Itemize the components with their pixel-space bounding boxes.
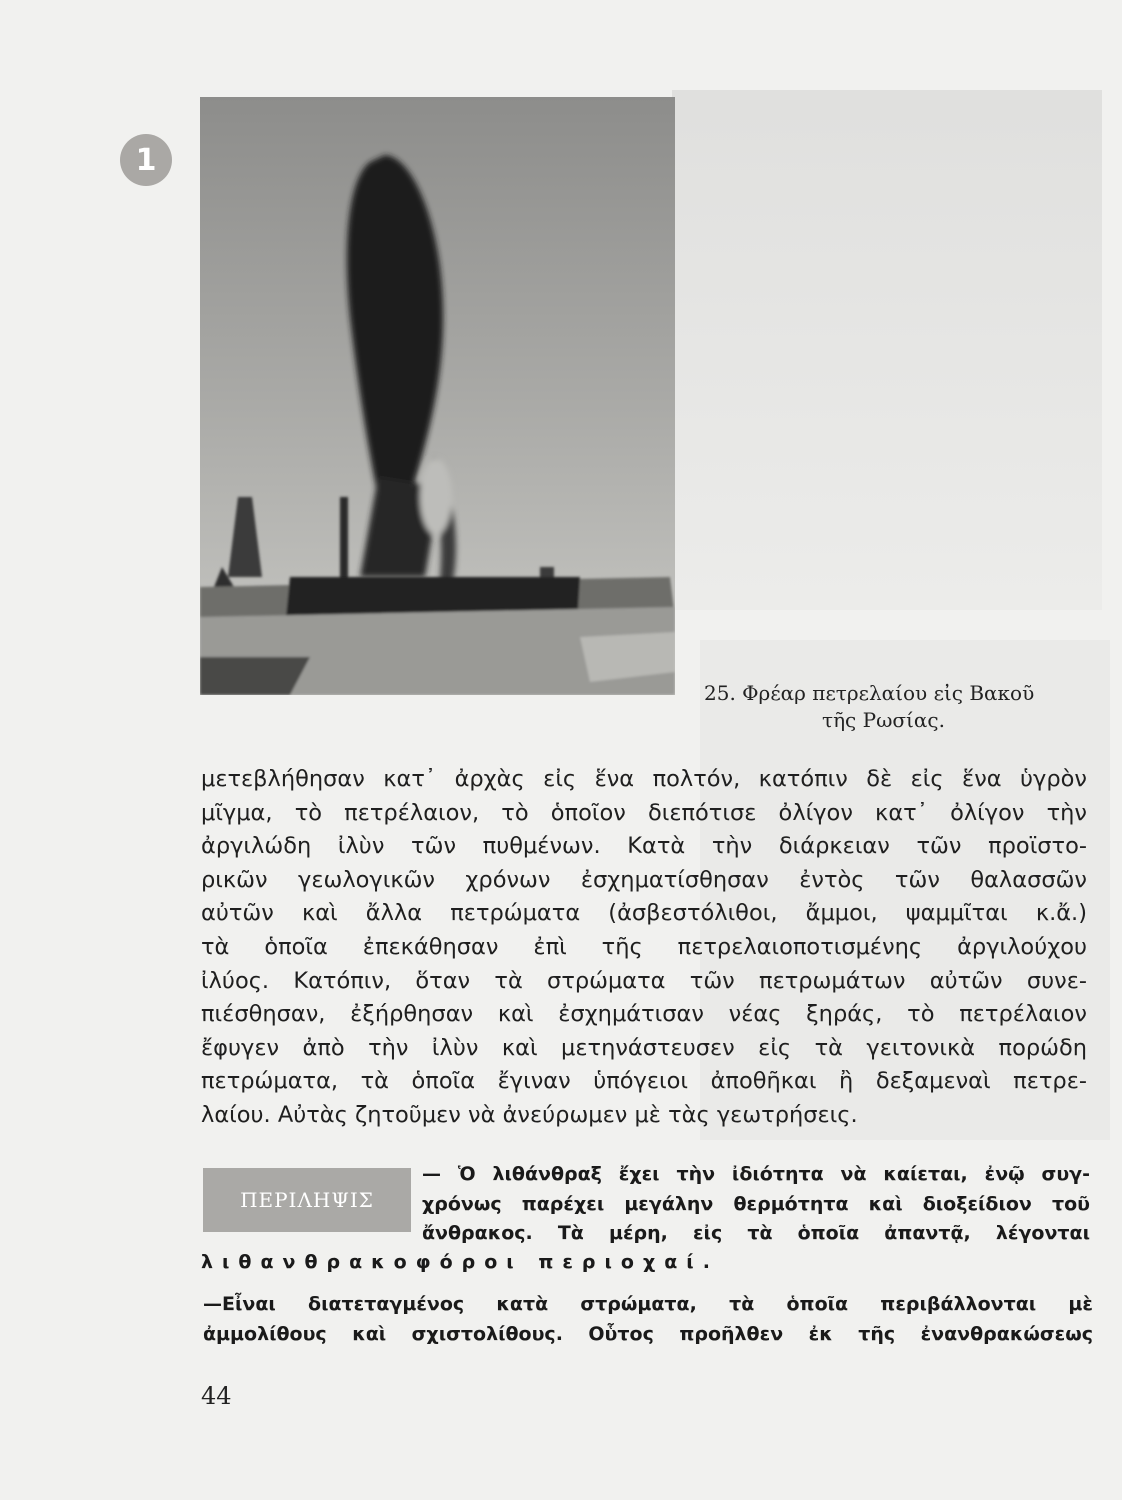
caption-line-1: 25. Φρέαρ πετρελαίου εἰς Βακοῦ [704, 681, 1035, 705]
summary-line: ἀμμολίθους καὶ σχιστολίθους. Οὗτος προῆλθεν ἐκ τῆς ἐνανθρακώσεως [203, 1322, 1093, 1345]
figure-number-badge: 1 [120, 134, 172, 186]
summary-spaced-term [201, 1248, 881, 1277]
caption-line-2: τῆς Ρωσίας. [822, 708, 945, 732]
body-line: μῖγμα, τὸ πετρέλαιον, τὸ ὁποῖον διεπότισε ὀλίγον κατ᾽ ὀλίγον τὴν [201, 799, 1087, 826]
summary-line: λιθανθρακοφόροι περιοχαί. [201, 1251, 719, 1273]
body-line: πετρώματα, τὰ ὁποῖα ἔγιναν ὑπόγειοι ἀποθῆκαι ἢ δεξαμεναὶ πετρε- [201, 1068, 1087, 1095]
body-line: λαίου. Αὐτὰς ζητοῦμεν νὰ ἀνεύρωμεν μὲ τὰς γεωτρήσεις. [201, 1101, 858, 1128]
summary-line: —Εἶναι διατεταγμένος κατὰ στρώματα, τὰ ὁποῖα περιβάλλονται μὲ [203, 1293, 1093, 1315]
show-through-shadow [672, 90, 1102, 610]
page-number: 44 [201, 1382, 232, 1410]
body-line: ρικῶν γεωλογικῶν χρόνων ἐσχηματίσθησαν ἐντὸς τῶν θαλασσῶν [201, 866, 1087, 893]
body-line: τὰ ὁποῖα ἐπεκάθησαν ἐπὶ τῆς πετρελαιοποτισμένης ἀργιλούχου [201, 933, 1087, 960]
summary-label: ΠΕΡΙΛΗΨΙΣ [203, 1168, 411, 1232]
body-line: μετεβλήθησαν κατ᾽ ἀρχὰς εἰς ἕνα πολτόν, κατόπιν δὲ εἰς ἕνα ὑγρὸν [201, 766, 1087, 792]
body-line: ἰλύος. Κατόπιν, ὅταν τὰ στρώματα τῶν πετρωμάτων αὐτῶν συνε- [201, 967, 1087, 994]
body-line: ἀργιλώδη ἰλὺν τῶν πυθμένων. Κατὰ τὴν διάρκειαν τῶν προϊστο- [201, 833, 1087, 860]
summary-text-first [422, 1160, 1090, 1249]
summary-line: ἄνθρακος. Τὰ μέρη, εἰς τὰ ὁποῖα ἀπαντᾷ, λέγονται [422, 1222, 1090, 1244]
body-line: πιέσθησαν, ἐξήρθησαν καὶ ἐσχημάτισαν νέας ξηράς, τὸ πετρέλαιον [201, 1001, 1087, 1028]
body-line: ἔφυγεν ἀπὸ τὴν ἰλὺν καὶ μετηνάστευσεν εἰς τὰ γειτονικὰ πορώδη [201, 1034, 1087, 1061]
summary-text-second [203, 1290, 1093, 1349]
oil-well-gusher-photo [200, 97, 675, 695]
body-paragraph [201, 763, 1087, 1133]
summary-line: χρόνως παρέχει μεγάλην θερμότητα καὶ διοξείδιον τοῦ [422, 1192, 1090, 1215]
summary-line: — Ὁ λιθάνθραξ ἔχει τὴν ἰδιότητα νὰ καίεται, ἐνῷ συγ- [422, 1163, 1090, 1185]
figure-caption [704, 680, 1094, 734]
body-line: αὐτῶν καὶ ἄλλα πετρώματα (ἀσβεστόλιθοι, ἄμμοι, ψαμμῖται κ.ἄ.) [201, 900, 1087, 927]
